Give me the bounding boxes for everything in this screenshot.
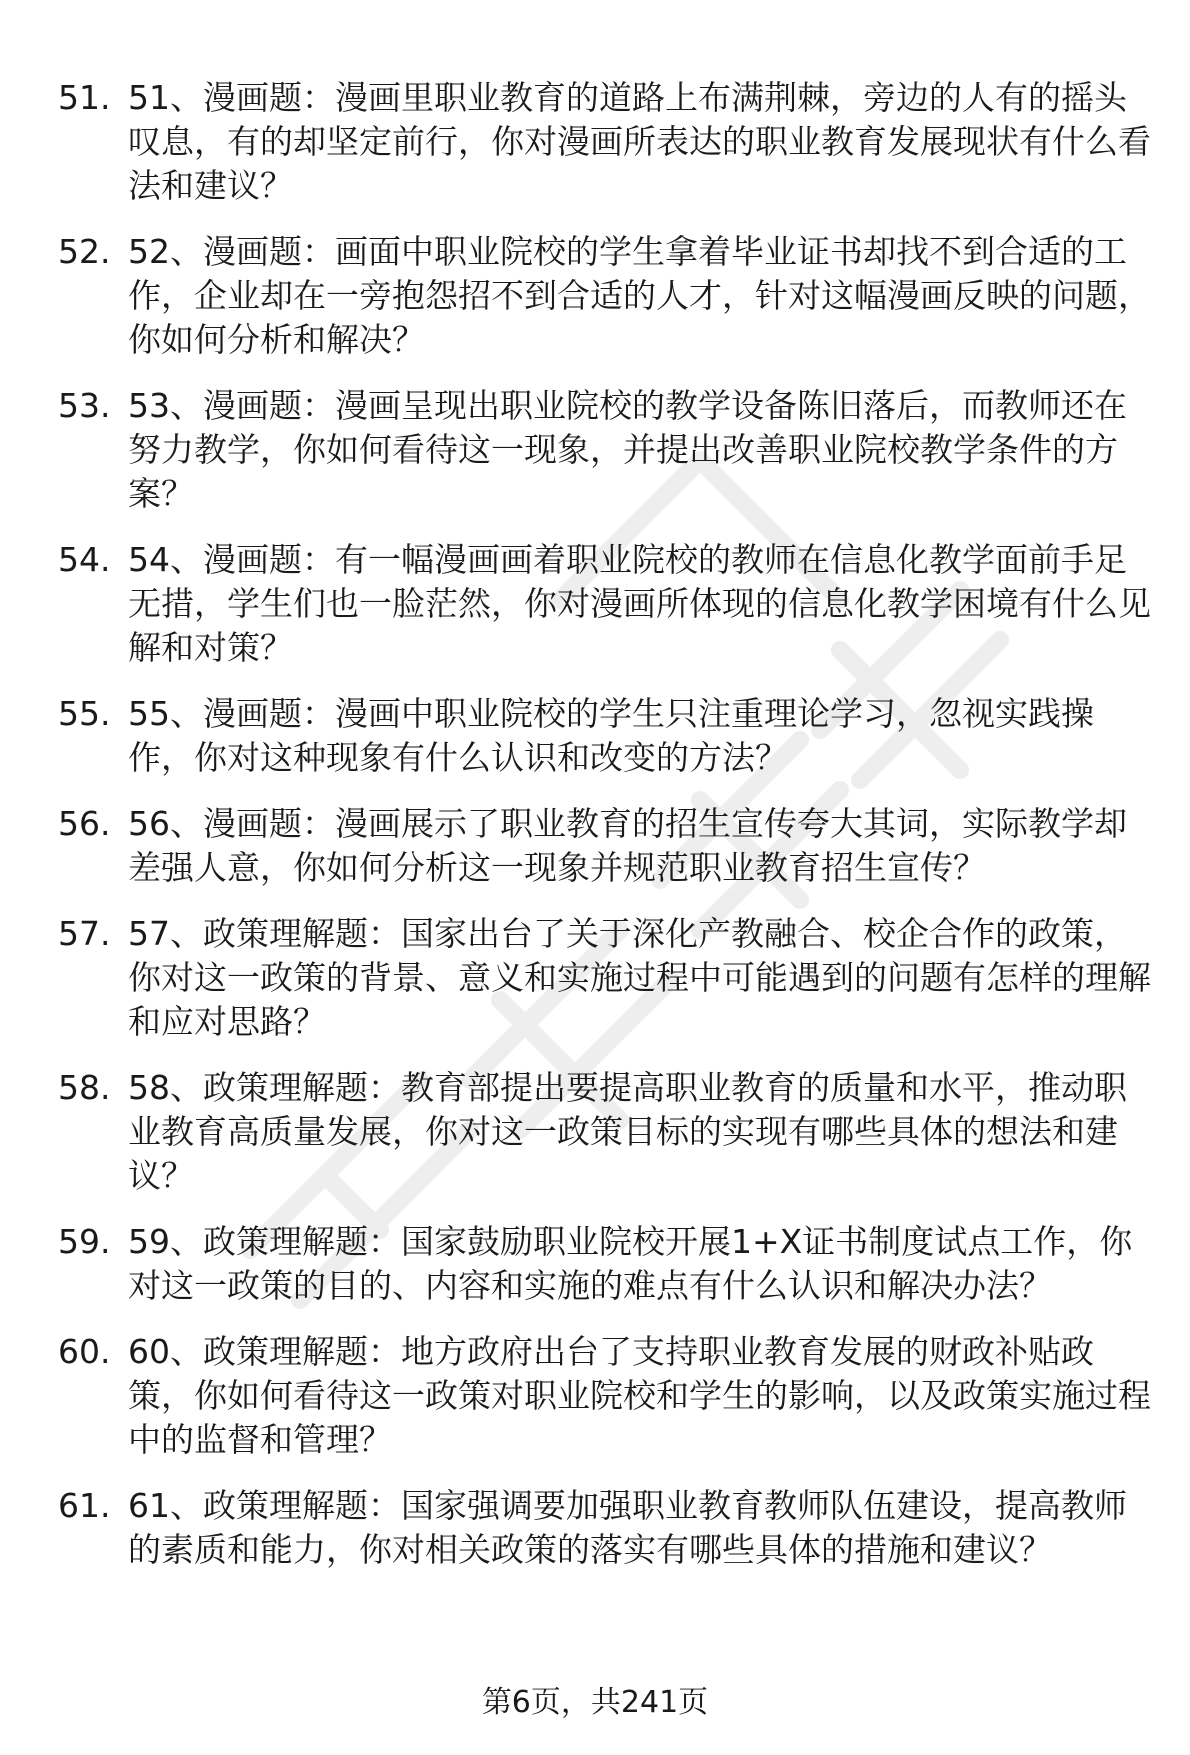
question-text: 54、漫画题：有一幅漫画画着职业院校的教师在信息化教学面前手足无措，学生们也一脸茫然，你对漫画所体现的信息化教学困境有什么见解和对策？ (128, 540, 1151, 667)
question-text: 61、政策理解题：国家强调要加强职业教育教师队伍建设，提高教师的素质和能力，你对相关政策的落实有哪些具体的措施和建议？ (128, 1486, 1127, 1569)
question-number: 54. (58, 540, 111, 579)
question-text: 55、漫画题：漫画中职业院校的学生只注重理论学习，忽视实践操作，你对这种现象有什么认识和改变的方法？ (128, 694, 1094, 777)
question-item (58, 1484, 1158, 1572)
question-text: 51、漫画题：漫画里职业教育的道路上布满荆棘，旁边的人有的摇头叹息，有的却坚定前行，你对漫画所表达的职业教育发展现状有什么看法和建议？ (128, 78, 1151, 205)
question-item (58, 1220, 1158, 1308)
question-text: 57、政策理解题：国家出台了关于深化产教融合、校企合作的政策，你对这一政策的背景、意义和实施过程中可能遇到的问题有怎样的理解和应对思路？ (128, 914, 1151, 1041)
question-text: 58、政策理解题：教育部提出要提高职业教育的质量和水平，推动职业教育高质量发展，你对这一政策目标的实现有哪些具体的想法和建议？ (128, 1068, 1127, 1195)
question-number: 51. (58, 78, 111, 117)
question-text: 53、漫画题：漫画呈现出职业院校的教学设备陈旧落后，而教师还在努力教学，你如何看待这一现象，并提出改善职业院校教学条件的方案？ (128, 386, 1127, 513)
question-item (58, 384, 1158, 516)
question-item (58, 1066, 1158, 1198)
question-number: 61. (58, 1486, 111, 1525)
question-number: 58. (58, 1068, 111, 1107)
question-number: 60. (58, 1332, 111, 1371)
question-number: 52. (58, 232, 111, 271)
question-item (58, 912, 1158, 1044)
question-list (58, 76, 1158, 1594)
question-text: 52、漫画题：画面中职业院校的学生拿着毕业证书却找不到合适的工作，企业却在一旁抱怨招不到合适的人才，针对这幅漫画反映的问题，你如何分析和解决？ (128, 232, 1151, 359)
question-number: 57. (58, 914, 111, 953)
page-footer (0, 1683, 1190, 1723)
page-number: 第6页，共241页 (481, 1685, 709, 1720)
question-number: 59. (58, 1222, 111, 1261)
question-item (58, 538, 1158, 670)
question-item (58, 1330, 1158, 1462)
question-item (58, 230, 1158, 362)
question-item (58, 802, 1158, 890)
question-number: 53. (58, 386, 111, 425)
question-text: 60、政策理解题：地方政府出台了支持职业教育发展的财政补贴政策，你如何看待这一政策对职业院校和学生的影响，以及政策实施过程中的监督和管理？ (128, 1332, 1151, 1459)
question-item (58, 76, 1158, 208)
question-text: 59、政策理解题：国家鼓励职业院校开展1+X证书制度试点工作，你对这一政策的目的、内容和实施的难点有什么认识和解决办法？ (128, 1222, 1133, 1305)
question-number: 56. (58, 804, 111, 843)
question-number: 55. (58, 694, 111, 733)
question-text: 56、漫画题：漫画展示了职业教育的招生宣传夸大其词，实际教学却差强人意，你如何分析这一现象并规范职业教育招生宣传？ (128, 804, 1127, 887)
question-item (58, 692, 1158, 780)
